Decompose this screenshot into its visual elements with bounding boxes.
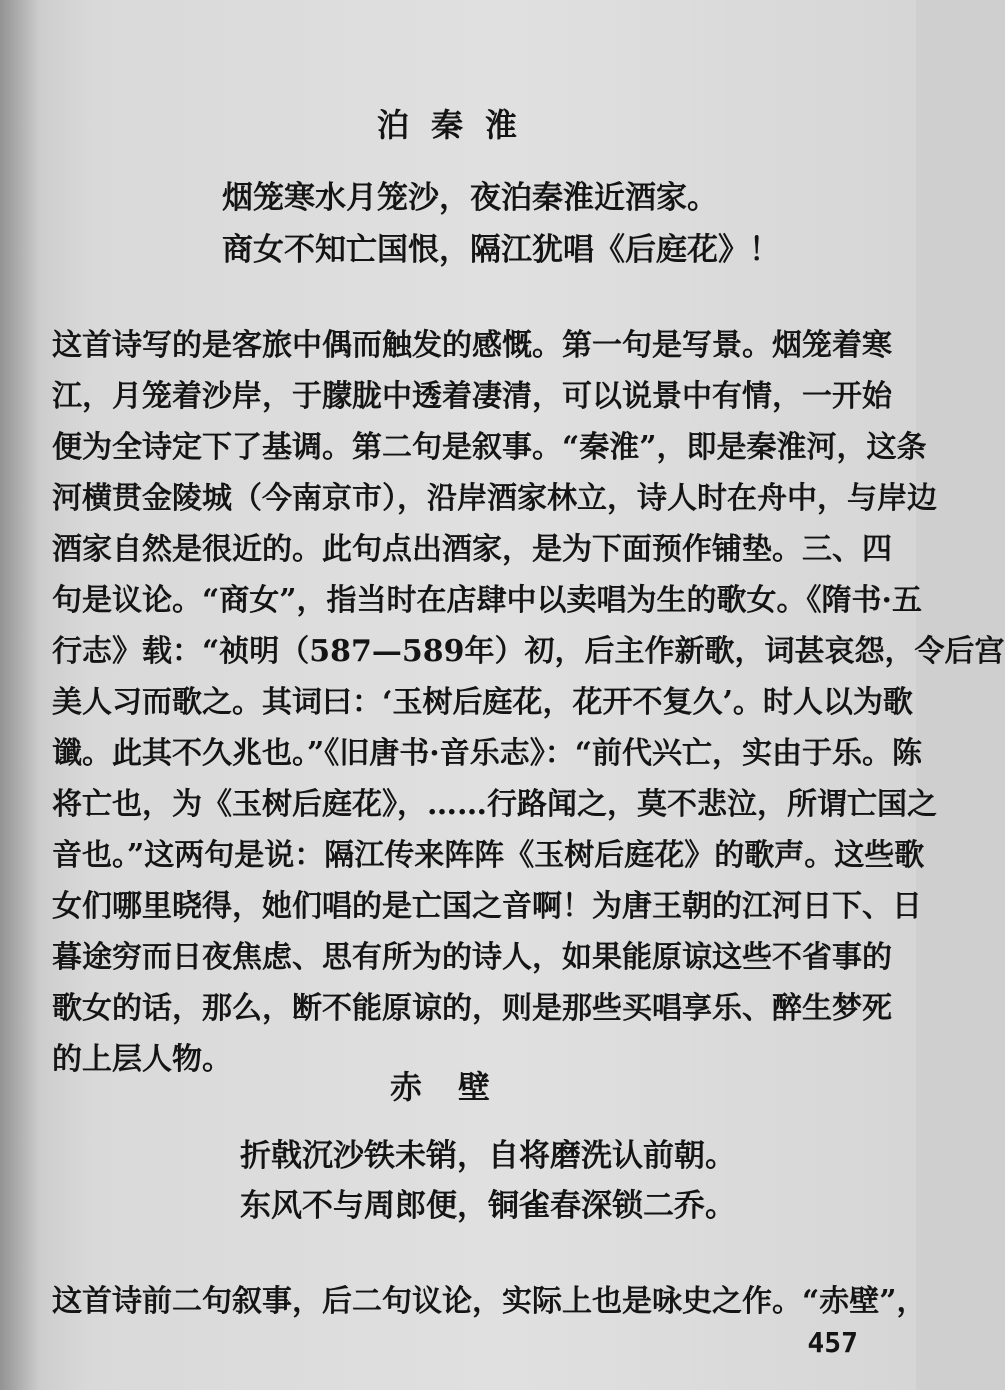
poem2-line-1: 折戟沉沙铁未销，自将磨洗认前朝。: [240, 1138, 736, 1174]
page-number: 457: [807, 1326, 858, 1359]
commentary-line: 河横贯金陵城（今南京市），沿岸酒家林立，诗人时在舟中，与岸边: [52, 481, 937, 516]
commentary-line: 音也。”这两句是说：隔江传来阵阵《玉树后庭花》的歌声。这些歌: [52, 838, 925, 873]
commentary-line: 这首诗前二句叙事，后二句议论，实际上也是咏史之作。“赤壁”，: [52, 1284, 927, 1319]
poem1-line-1: 烟笼寒水月笼沙，夜泊秦淮近酒家。: [222, 180, 718, 216]
commentary-line: 女们哪里晓得，她们唱的是亡国之音啊！为唐王朝的江河日下、日: [52, 889, 922, 924]
commentary-line: 美人习而歌之。其词曰：‘玉树后庭花，花开不复久’。时人以为歌: [52, 685, 913, 720]
commentary-line: 的上层人物。: [52, 1042, 232, 1077]
commentary-line: 便为全诗定下了基调。第二句是叙事。“秦淮”，即是秦淮河，这条: [52, 430, 927, 465]
commentary-line: 谶。此其不久兆也。”《旧唐书·音乐志》：“前代兴亡，实由于乐。陈: [52, 736, 922, 771]
commentary-line: 句是议论。“商女”，指当时在店肆中以卖唱为生的歌女。《隋书·五: [52, 583, 922, 618]
poem1-line-2: 商女不知亡国恨，隔江犹唱《后庭花》！: [222, 232, 780, 268]
commentary-line: 暮途穷而日夜焦虑、思有所为的诗人，如果能原谅这些不省事的: [52, 940, 892, 975]
binding-shadow: [0, 0, 40, 1390]
commentary-line: 将亡也，为《玉树后庭花》，……行路闻之，莫不悲泣，所谓亡国之: [52, 787, 937, 822]
commentary-line: 酒家自然是很近的。此句点出酒家，是为下面预作铺垫。三、四: [52, 532, 892, 567]
commentary-line: 这首诗写的是客旅中偶而触发的感慨。第一句是写景。烟笼着寒: [52, 328, 892, 363]
commentary-line: 歌女的话，那么，断不能原谅的，则是那些买唱享乐、醉生梦死: [52, 991, 892, 1026]
poem-title-bo-qinhuai: 泊秦淮: [376, 106, 539, 144]
commentary-line: 江，月笼着沙岸，于朦胧中透着凄清，可以说景中有情，一开始: [52, 379, 892, 414]
commentary-line: 行志》载：“祯明（587—589年）初，后主作新歌，词甚哀怨，令后宫: [52, 634, 1005, 669]
poem-title-chibi: 赤壁: [389, 1068, 526, 1106]
poem2-line-2: 东风不与周郎便，铜雀春深锁二乔。: [240, 1188, 736, 1224]
